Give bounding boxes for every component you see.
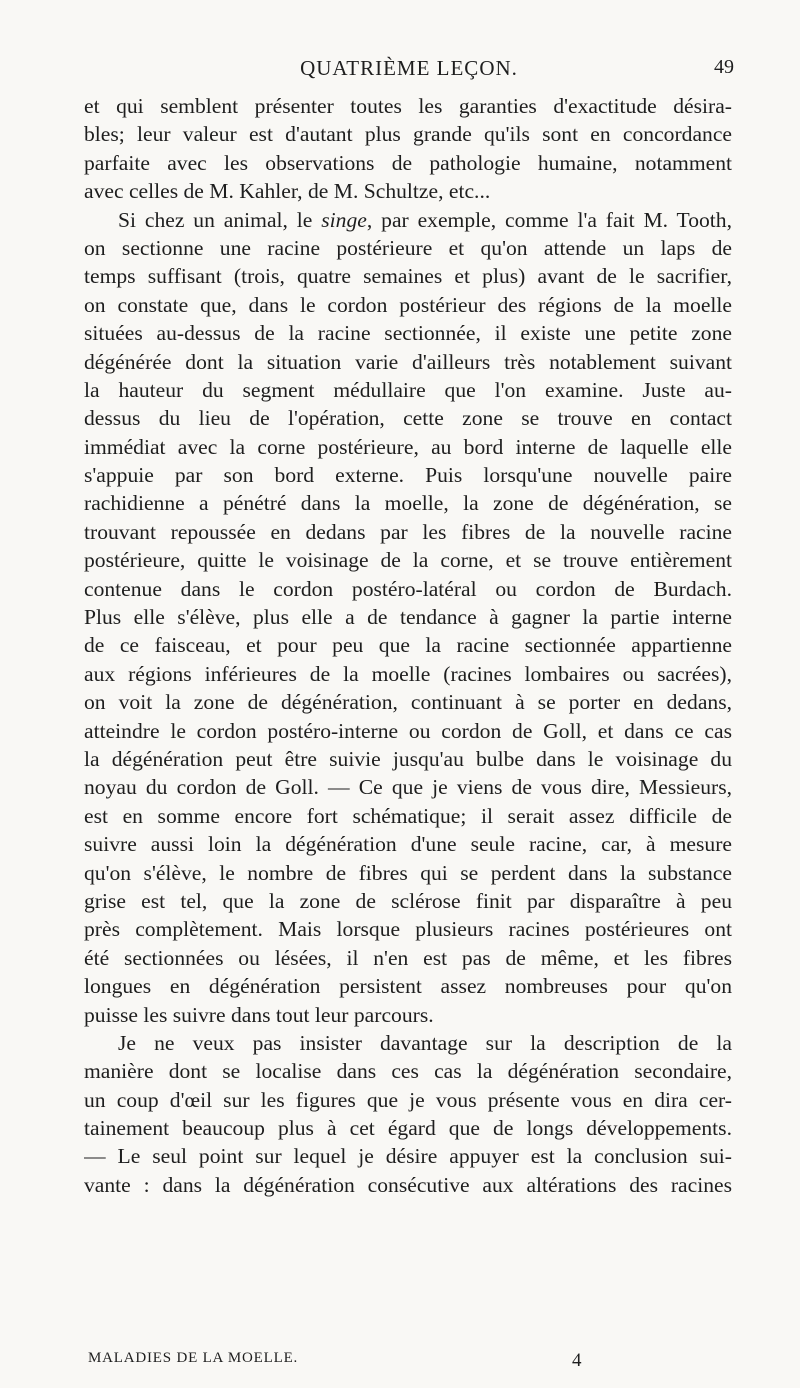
text-line: suivre aussi loin la dégénération d'une seule racine, car, à mesure [84,832,732,857]
text-line: et qui semblent présenter toutes les garanties d'exactitude désira- [84,94,732,118]
text-line: aux régions inférieures de la moelle (racines lombaires ou sacrées), [84,661,732,686]
text-line: contenue dans le cordon postéro-latéral ou cordon de Burdach. [84,576,732,601]
emphasis-word: singe [321,207,367,232]
text-line: de ce faisceau, et pour peu que la racine sectionnée appartienne [84,633,732,658]
signature-mark: MALADIES DE LA MOELLE. [88,1350,299,1366]
text-line: grise est tel, que la zone de sclérose finit par disparaître à peu [84,888,732,913]
text-line: on sectionne une racine postérieure et qu'on attende un laps de [84,235,732,260]
text-line: on constate que, dans le cordon postérieur des régions de la moelle [84,292,732,317]
text-line: situées au-dessus de la racine sectionnée, il existe une petite zone [84,321,732,346]
text-line: longues en dégénération persistent assez nombreuses pour qu'on [84,974,732,999]
text-line: puisse les suivre dans tout leur parcours. [84,1002,434,1027]
text-line: bles; leur valeur est d'autant plus grande qu'ils sont en concordance [84,122,732,147]
running-title: QUATRIÈME LEÇON. [300,56,518,80]
text-line: dégénérée dont la situation varie d'ailleurs très notablement suivant [84,349,732,374]
text-line: la hauteur du segment médullaire que l'on examine. Juste au- [84,377,732,402]
text-line: rachidienne a pénétré dans la moelle, la zone de dégénération, se [84,491,732,516]
text-line: tainement beaucoup plus à cet égard que de longs développements. [84,1116,732,1141]
text-line: immédiat avec la corne postérieure, au bord interne de laquelle elle [84,434,732,459]
text-line: noyau du cordon de Goll. — Ce que je viens de vous dire, Messieurs, [84,775,732,800]
text-line: qu'on s'élève, le nombre de fibres qui se perdent dans la substance [84,860,732,885]
text-line: près complètement. Mais lorsque plusieurs racines postérieures ont [84,917,732,942]
text-line: Je ne veux pas insister davantage sur la description de la [118,1030,732,1055]
text-line: on voit la zone de dégénération, continuant à se porter en dedans, [84,690,732,715]
text-line: la dégénération peut être suivie jusqu'au bulbe dans le voisinage du [84,746,732,771]
text-line: été sectionnées ou lésées, il n'en est pas de même, et les fibres [84,945,732,970]
text-line: — Le seul point sur lequel je désire appuyer est la conclusion sui- [84,1144,732,1169]
page-number: 49 [714,56,734,78]
running-head [84,56,734,86]
text-line: s'appuie par son bord externe. Puis lorsqu'une nouvelle paire [84,463,732,488]
text-line: est en somme encore fort schématique; il serait assez difficile de [84,803,732,828]
sheet-number: 4 [572,1350,582,1371]
text-line: temps suffisant (trois, quatre semaines et plus) avant de le sacrifier, [84,264,732,289]
text-line: dessus du lieu de l'opération, cette zone se trouve en contact [84,406,732,431]
text-line: trouvant repoussée en dedans par les fibres de la nouvelle racine [84,519,732,544]
page-footer [84,1350,732,1374]
text-line: avec celles de M. Kahler, de M. Schultze, etc... [84,179,491,204]
text-line: un coup d'œil sur les figures que je vous présente vous en dira cer- [84,1087,732,1112]
text-line: vante : dans la dégénération consécutive aux altérations des racines [84,1172,732,1197]
text-line: parfaite avec les observations de pathologie humaine, notamment [84,150,732,175]
text-line: atteindre le cordon postéro-interne ou cordon de Goll, et dans ce cas [84,718,732,743]
text-line: Plus elle s'élève, plus elle a de tendance à gagner la partie interne [84,605,732,630]
text-line: postérieure, quitte le voisinage de la corne, et se trouve entièrement [84,548,732,573]
text-line: manière dont se localise dans ces cas la dégénération secondaire, [84,1059,732,1084]
text-line: Si chez un animal, le singe, par exemple, comme l'a fait M. Tooth, [118,207,732,232]
body-text [84,92,732,1199]
